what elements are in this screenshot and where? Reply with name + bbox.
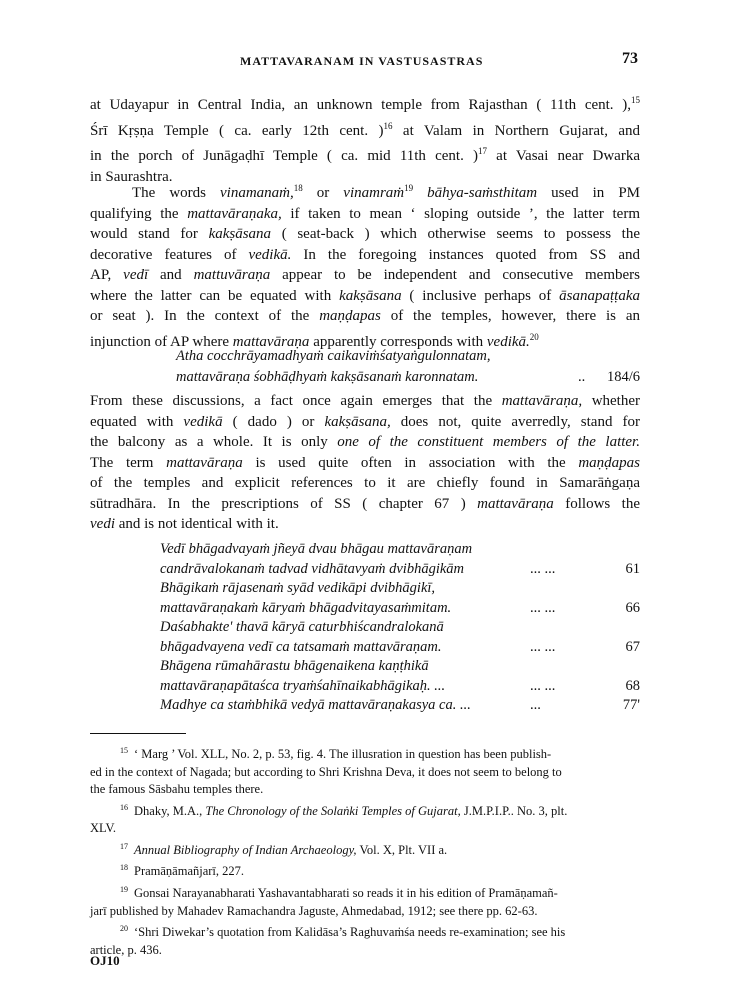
verse-line: bhāgadvayena vedī ca tatsamaṁ mattavāraṇam. ... ... 67 [160, 638, 640, 655]
p2-line-3: would stand for kakṣāsana ( seat-back ) which otherwise seems to possess the [90, 226, 640, 242]
quote-reference: 184/6 [606, 368, 640, 385]
p3-line-6: sūtradhāra. In the prescriptions of SS ( chapter 67 ) mattavāraṇa follows the [90, 495, 640, 512]
footnote-mark: 16 [383, 120, 393, 131]
printer-signature: OJ10 [90, 953, 120, 968]
quote-line-1: Atha cocchrāyamadhyaṁ caikaviṁśatyaṅgulonnatam, [176, 348, 491, 364]
p2-line-7: or seat ). In the context of the maṇḍapas of the temples, however, there is an [90, 308, 640, 324]
verse-line: Madhye ca staṁbhikā vedyā mattavāraṇakasya ca. ... ... 77' [160, 697, 640, 713]
verse-line: Daśabhakte' thavā kāryā caturbhiścandralokanā [160, 619, 444, 635]
p2-line-6: where the latter can be equated with kakṣāsana ( inclusive perhaps of āsanapaṭṭaka [90, 287, 641, 304]
quote-line-2: mattavāraṇa śobhāḍhyaṁ kakṣāsanaṁ karonnatam. [176, 368, 479, 385]
p1-line-2a: Śrī Kṛṣṇa Temple ( ca. early 12th cent. ) [90, 122, 384, 139]
verse-block [160, 540, 640, 716]
footnote-15-cont: ed in the context of Nagada; but according to Shri Krishna Deva, it does not seem to belong to [90, 764, 562, 779]
verse-line: Vedī bhāgadvayaṁ jñeyā dvau bhāgau mattavāraṇam [160, 541, 473, 557]
p2-line-5: AP, vedī and mattuvāraṇa appear to be independent and consecutive members [90, 267, 640, 283]
footnote-20: $^{20}$ ‘Shri Diwekar’s quotation from Kalidāsa’s Raghuvaṁśa needs re-examination; see his [120, 924, 566, 940]
verse-line: Bhāgena rūmahārastu bhāgenaikena kaṇṭhikā [160, 658, 429, 674]
paragraph-2 [90, 178, 640, 352]
p3-line-2: equated with vedikā ( dado ) or kakṣāsana, does not, quite averredly, stand for [90, 413, 640, 430]
p3-line-5: of the temples and explicit references to it are chiefly found in Samarāṅgaṇa [90, 475, 640, 491]
paragraph-1 [90, 90, 640, 187]
footnote-20-cont: article, p. 436. [90, 942, 162, 957]
footnote-divider [90, 733, 186, 734]
sanskrit-quotation [176, 346, 640, 387]
footnote-15-cont: the famous Sāsbahu temples there. [90, 782, 264, 797]
p2-line-1: The words vinamanaṁ,$^{18}$ or vinamraṁ$^{19}$ bāhya-saṁsthitam used in PM [132, 183, 640, 201]
p1-line-3b: at Vasai near Dwarka [496, 148, 640, 164]
p2-line-4: decorative features of vedikā. In the foregoing instances quoted from SS and [90, 246, 640, 263]
p1-line-1: at Udayapur in Central India, an unknown temple from Rajasthan ( 11th cent. ), [90, 97, 631, 113]
footnote-16-cont: XLV. [90, 821, 117, 836]
footnote-18: $^{18}$ Pramāṇāmañjarī, 227. [120, 863, 245, 879]
running-head: MATTAVARANAM IN VASTUSASTRAS [240, 54, 484, 68]
verse-line: mattavāraṇakaṁ kāryaṁ bhāgadvitayasaṁmitam. ... ... 66 [160, 599, 640, 616]
footnote-17: $^{17}$ Annual Bibliography of Indian Archaeology, Vol. X, Plt. VII a. [120, 841, 448, 857]
quote-dots: .. [577, 368, 586, 385]
p1-line-4: in Saurashtra. [90, 168, 173, 185]
footnote-19: $^{19}$ Gonsai Narayanabharati Yashavantabharati so reads it in his edition of Pramāṇamañ- [120, 885, 558, 901]
footnote-15: $^{15}$ ‘ Marg ’ Vol. XLL, No. 2, p. 53, fig. 4. The illusration in question has been publish- [120, 746, 552, 762]
verse-line: mattavāraṇapātaśca tryaṁśahīnaikabhāgikaḥ. ... ... ... 68 [160, 677, 640, 694]
verse-line: candrāvalokanaṁ tadvad vidhātavyaṁ dvibhāgikām ... ... 61 [160, 560, 640, 577]
footnote-mark: 17 [478, 146, 487, 156]
p1-line-3a: in the porch of Junāgaḍhī Temple ( ca. mid 11th cent. ) [90, 148, 478, 164]
p2-line-8: injunction of AP where mattavāraṇa apparently corresponds with vedikā.$^{20}$ [90, 331, 539, 350]
p1-line-2b: at Valam in Northern Gujarat, and [402, 122, 641, 139]
footnote-16: $^{16}$ Dhaky, M.A., The Chronology of the Solaṅki Temples of Gujarat, J.M.P.I.P.. No. 3, plt. [120, 802, 568, 818]
p3-line-7: vedi and is not identical with it. [90, 516, 279, 532]
footnote-mark: 15 [631, 95, 640, 105]
footnote-19-cont: jarī published by Mahadev Ramachandra Jaguste, Ahmedabad, 1912; see there pp. 62-63. [90, 903, 538, 918]
page-number: 73 [622, 50, 638, 67]
p3-line-4: The term mattavāraṇa is used quite often in association with the maṇḍapas [90, 454, 640, 471]
p3-line-3: the balcony as a whole. It is only one of the constituent members of the latter. [90, 434, 640, 450]
footnotes [90, 742, 640, 959]
paragraph-3 [90, 391, 640, 535]
verse-line: Bhāgikaṁ rājasenaṁ syād vedikāpi dvibhāgikī, [160, 580, 436, 596]
p3-line-1: From these discussions, a fact once again emerges that the mattavāraṇa, whether [90, 393, 641, 409]
p2-line-2: qualifying the mattavāraṇaka, if taken to mean ‘ sloping outside ’, the latter term [90, 205, 641, 222]
